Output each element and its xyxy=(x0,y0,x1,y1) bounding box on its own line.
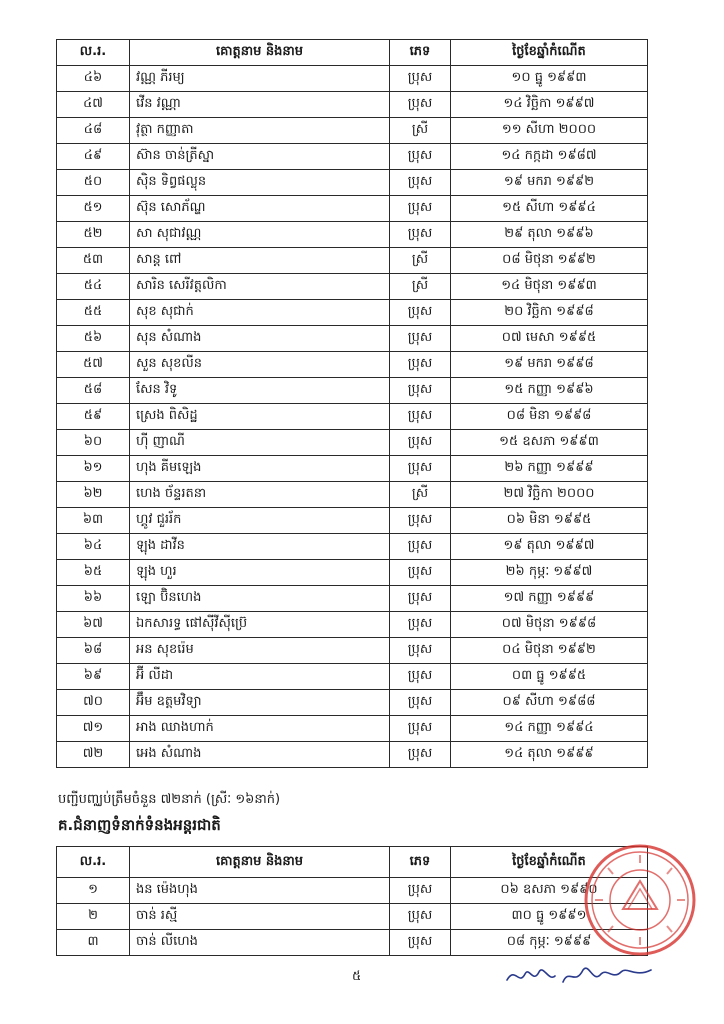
student-birthdate: ០៨ មិនា ១៩៩៨ xyxy=(451,404,648,430)
table-row xyxy=(57,274,648,300)
table-row xyxy=(57,586,648,612)
student-name: ងន ម៉េងហុង xyxy=(130,878,390,904)
row-number: ១ xyxy=(57,878,130,904)
table-row xyxy=(57,716,648,742)
row-number: ៦៦ xyxy=(57,586,130,612)
student-name: ស៊ុន សោភ័ណ្ឌ xyxy=(130,196,390,222)
student-birthdate: ២៦ កញ្ញា ១៩៩៩ xyxy=(451,456,648,482)
student-sex: ប្រុស xyxy=(390,690,451,716)
table-row xyxy=(57,638,648,664)
student-sex: ស្រី xyxy=(390,248,451,274)
student-name: សាន្ត ពៅ xyxy=(130,248,390,274)
row-number: ៤៩ xyxy=(57,144,130,170)
student-name: អាង ឈាងហាក់ xyxy=(130,716,390,742)
student-birthdate: ០៨ មិថុនា ១៩៩២ xyxy=(451,248,648,274)
table-row xyxy=(57,300,648,326)
student-sex: ប្រុស xyxy=(390,352,451,378)
student-birthdate: ១៩ មករា ១៩៩២ xyxy=(451,170,648,196)
student-birthdate: ២៩ តុលា ១៩៩៦ xyxy=(451,222,648,248)
student-name: អ៊ឹម ឧត្តមវិទ្យា xyxy=(130,690,390,716)
table-row xyxy=(57,196,648,222)
student-birthdate: ០៦ ឧសភា ១៩៩០ xyxy=(451,878,648,904)
row-number: ៦៤ xyxy=(57,534,130,560)
row-number: ៧២ xyxy=(57,742,130,768)
student-birthdate: ០៨ កុម្ភៈ ១៩៩៩ xyxy=(451,930,648,956)
table-row xyxy=(57,690,648,716)
student-name: ឡុង ហួរ xyxy=(130,560,390,586)
table-row xyxy=(57,878,648,904)
table-row xyxy=(57,248,648,274)
student-name: សុខ សុជាក់ xyxy=(130,300,390,326)
row-number: ៦៣ xyxy=(57,508,130,534)
student-name: ហេង ច័ន្ទរតនា xyxy=(130,482,390,508)
student-name: អ៊ី លីដា xyxy=(130,664,390,690)
table-row xyxy=(57,612,648,638)
table-row xyxy=(57,930,648,956)
header-sex: ភេទ xyxy=(390,40,451,66)
student-name: ស៊ិន ទិព្វផល្លុន xyxy=(130,170,390,196)
header-sex: ភេទ xyxy=(390,847,451,878)
table-row xyxy=(57,482,648,508)
student-sex: ប្រុស xyxy=(390,534,451,560)
student-birthdate: ១៤ មិថុនា ១៩៩៣ xyxy=(451,274,648,300)
student-birthdate: ១៤ កញ្ញា ១៩៩៤ xyxy=(451,716,648,742)
student-name: ហ្គូវ ជួររ័ក xyxy=(130,508,390,534)
table-row xyxy=(57,352,648,378)
student-birthdate: ០៧ មេសា ១៩៩៥ xyxy=(451,326,648,352)
table-header-row xyxy=(57,40,648,66)
student-sex: ប្រុស xyxy=(390,560,451,586)
student-sex: ប្រុស xyxy=(390,326,451,352)
row-number: ៥៥ xyxy=(57,300,130,326)
student-sex: ប្រុស xyxy=(390,378,451,404)
header-name: គោត្តនាម និងនាម xyxy=(130,847,390,878)
row-number: ៤៧ xyxy=(57,92,130,118)
student-name: វុត្ថា កញ្ញាតា xyxy=(130,118,390,144)
student-birthdate: ០៣ ធ្នូ ១៩៩៥ xyxy=(451,664,648,690)
student-sex: ប្រុស xyxy=(390,638,451,664)
row-number: ៦២ xyxy=(57,482,130,508)
row-number: ៤៨ xyxy=(57,118,130,144)
student-birthdate: ១៤ កក្កដា ១៩៨៧ xyxy=(451,144,648,170)
table-row xyxy=(57,404,648,430)
page-number: ៥ xyxy=(352,969,362,984)
row-number: ៦១ xyxy=(57,456,130,482)
student-birthdate: ១៥ សីហា ១៩៩៤ xyxy=(451,196,648,222)
student-birthdate: ១១ សីហា ២០០០ xyxy=(451,118,648,144)
row-number: ៣ xyxy=(57,930,130,956)
table-row xyxy=(57,508,648,534)
students-table xyxy=(56,39,648,768)
row-number: ៥០ xyxy=(57,170,130,196)
student-name: ស៊ាន ចាន់ត្រីស្នា xyxy=(130,144,390,170)
table-row xyxy=(57,144,648,170)
header-name: គោត្តនាម និងនាម xyxy=(130,40,390,66)
student-sex: ស្រី xyxy=(390,274,451,300)
student-sex: ប្រុស xyxy=(390,144,451,170)
table-body xyxy=(57,66,648,768)
student-sex: ប្រុស xyxy=(390,456,451,482)
row-number: ៦៩ xyxy=(57,664,130,690)
row-number: ៥៨ xyxy=(57,378,130,404)
student-birthdate: ៣០ ធ្នូ ១៩៩១ xyxy=(451,904,648,930)
official-seal-stamp xyxy=(583,843,697,957)
student-name: សុន សំណាង xyxy=(130,326,390,352)
student-name: វេីន វណ្ណា xyxy=(130,92,390,118)
student-name: ហុី ញាណី xyxy=(130,430,390,456)
student-birthdate: ១៤ តុលា ១៩៩៩ xyxy=(451,742,648,768)
row-number: ៧១ xyxy=(57,716,130,742)
table-body xyxy=(57,878,648,956)
signature xyxy=(505,958,655,992)
student-name: អេង សំណាង xyxy=(130,742,390,768)
student-sex: ប្រុស xyxy=(390,300,451,326)
student-sex: ប្រុស xyxy=(390,742,451,768)
row-number: ៦៨ xyxy=(57,638,130,664)
student-sex: ប្រុស xyxy=(390,586,451,612)
row-number: ៤៦ xyxy=(57,66,130,92)
row-number: ៥៩ xyxy=(57,404,130,430)
table-row xyxy=(57,378,648,404)
student-sex: ប្រុស xyxy=(390,508,451,534)
student-name: វណ្ណ ភីរម្យ xyxy=(130,66,390,92)
row-number: ៦៧ xyxy=(57,612,130,638)
row-number: ៦៥ xyxy=(57,560,130,586)
student-sex: ប្រុស xyxy=(390,664,451,690)
row-number: ៥៦ xyxy=(57,326,130,352)
student-birthdate: ២០ វិច្ឆិកា ១៩៩៨ xyxy=(451,300,648,326)
student-sex: ប្រុស xyxy=(390,66,451,92)
student-name: អន សុខរ៉េម xyxy=(130,638,390,664)
table-row xyxy=(57,118,648,144)
student-birthdate: ១៩ មករា ១៩៩៨ xyxy=(451,352,648,378)
student-sex: ប្រុស xyxy=(390,170,451,196)
student-birthdate: ១៩ តុលា ១៩៩៧ xyxy=(451,534,648,560)
student-birthdate: ១៥ ឧសភា ១៩៩៣ xyxy=(451,430,648,456)
table-row xyxy=(57,66,648,92)
table-row xyxy=(57,742,648,768)
student-sex: ប្រុស xyxy=(390,930,451,956)
student-name: សារិន សេរីវត្តលិកា xyxy=(130,274,390,300)
table-row xyxy=(57,456,648,482)
student-name: សួន សុខលីន xyxy=(130,352,390,378)
student-birthdate: ០៦ មិនា ១៩៩៥ xyxy=(451,508,648,534)
student-sex: ប្រុស xyxy=(390,222,451,248)
student-name: ឯកសារទ្ធ ផៅស៊ីវីស៊ីប៊្រេ xyxy=(130,612,390,638)
row-number: ៥៧ xyxy=(57,352,130,378)
student-name: ហុង គីមឡេង xyxy=(130,456,390,482)
header-number: ល.រ. xyxy=(57,847,130,878)
student-name: ចាន់ រស្មី xyxy=(130,904,390,930)
row-number: ៦០ xyxy=(57,430,130,456)
table-row xyxy=(57,430,648,456)
student-name: ចាន់ លីហេង xyxy=(130,930,390,956)
table-row xyxy=(57,170,648,196)
international-relations-table xyxy=(56,846,648,956)
table-header-row xyxy=(57,847,648,878)
student-sex: ប្រុស xyxy=(390,404,451,430)
table-row xyxy=(57,534,648,560)
student-birthdate: ១៤ វិច្ឆិកា ១៩៩៧ xyxy=(451,92,648,118)
table-row xyxy=(57,664,648,690)
student-name: ឡោ ប៊ិនហេង xyxy=(130,586,390,612)
table-row xyxy=(57,326,648,352)
student-name: ស្រេង ពិសិដ្ឋ xyxy=(130,404,390,430)
row-number: ៥៤ xyxy=(57,274,130,300)
row-number: ៧០ xyxy=(57,690,130,716)
student-birthdate: ២៦ កុម្ភៈ ១៩៩៧ xyxy=(451,560,648,586)
header-birthdate: ថ្ងៃខែឆ្នាំកំណើត xyxy=(451,847,648,878)
table-row xyxy=(57,222,648,248)
student-name: សែន វិទូ xyxy=(130,378,390,404)
student-sex: ស្រី xyxy=(390,118,451,144)
student-name: ឡុង ដាវីន xyxy=(130,534,390,560)
student-sex: ប្រុស xyxy=(390,612,451,638)
student-sex: ប្រុស xyxy=(390,92,451,118)
student-name: សា សុជាវណ្ណ xyxy=(130,222,390,248)
row-number: ៥១ xyxy=(57,196,130,222)
list-summary: បញ្ជីបញ្ឈប់ត្រឹមចំនួន ៧២នាក់ (ស្រីៈ ១៦នាក់) xyxy=(58,792,281,807)
header-birthdate: ថ្ងៃខែឆ្នាំកំណើត xyxy=(451,40,648,66)
student-birthdate: ០៩ សីហា ១៩៨៨ xyxy=(451,690,648,716)
student-sex: ប្រុស xyxy=(390,430,451,456)
table-row xyxy=(57,904,648,930)
student-sex: ប្រុស xyxy=(390,716,451,742)
table-row xyxy=(57,560,648,586)
student-sex: ប្រុស xyxy=(390,878,451,904)
row-number: ៥២ xyxy=(57,222,130,248)
student-birthdate: ១៥ កញ្ញា ១៩៩៦ xyxy=(451,378,648,404)
student-birthdate: ២៧ វិច្ឆិកា ២០០០ xyxy=(451,482,648,508)
student-sex: ប្រុស xyxy=(390,196,451,222)
student-sex: ប្រុស xyxy=(390,904,451,930)
student-sex: ស្រី xyxy=(390,482,451,508)
section-title: គ.ជំនាញទំនាក់ទំនងអន្តរជាតិ xyxy=(58,816,221,834)
student-birthdate: ០៤ មិថុនា ១៩៩២ xyxy=(451,638,648,664)
student-birthdate: ១០ ធ្នូ ១៩៩៣ xyxy=(451,66,648,92)
student-birthdate: ១៧ កញ្ញា ១៩៩៩ xyxy=(451,586,648,612)
row-number: ២ xyxy=(57,904,130,930)
row-number: ៥៣ xyxy=(57,248,130,274)
table-row xyxy=(57,92,648,118)
header-number: ល.រ. xyxy=(57,40,130,66)
student-birthdate: ០៧ មិថុនា ១៩៩៨ xyxy=(451,612,648,638)
